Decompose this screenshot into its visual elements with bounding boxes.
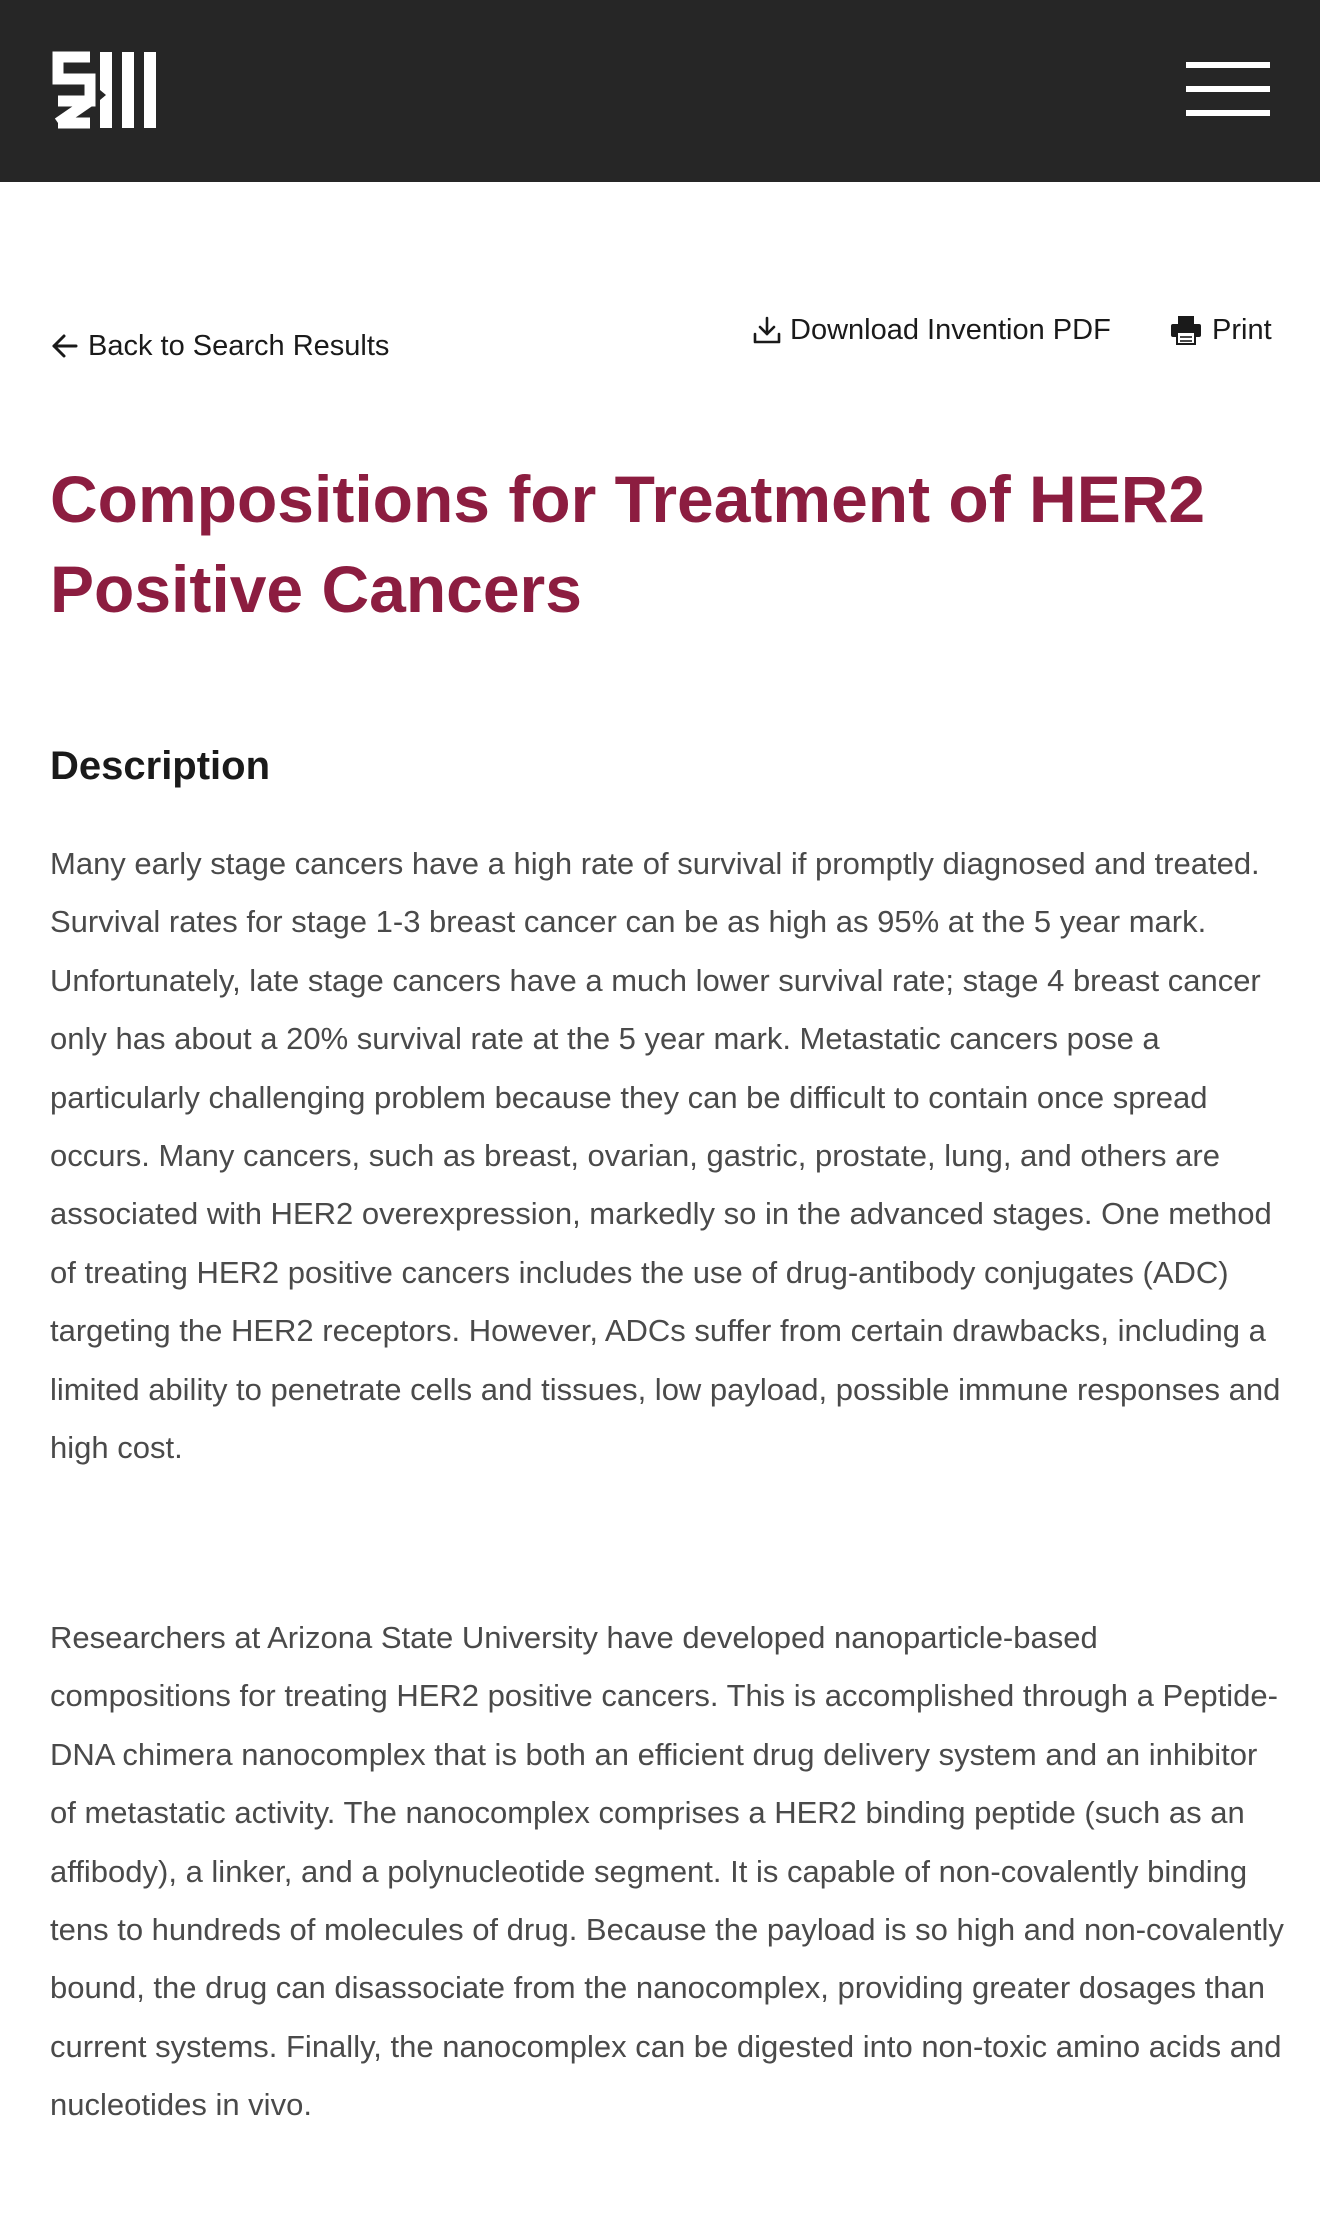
hamburger-menu-icon (1186, 62, 1270, 68)
print-link-label: Print (1212, 313, 1272, 346)
description-paragraph: Researchers at Arizona State University have developed nanoparticle-based compositions for treating HER2 positive cancers. This is accomplished through a Peptide-DNA chimera nanocomplex that is both an efficient drug delivery system and an inhibitor of metastatic activity. The nanocomplex comprises a HER2 binding peptide (such as an affibody), a linker, and a polynucleotide segment. It is capable of non-covalently binding tens to hundreds of molecules of drug. Because the payload is so high and non-covalently bound, the drug can disassociate from the nanocomplex, providing greater dosages than current systems. Finally, the nanocomplex can be digested into non-toxic amino acids and nucleotides in vivo. (50, 1620, 1284, 2123)
print-link[interactable] (1170, 310, 1272, 350)
hamburger-menu-button[interactable] (1186, 62, 1270, 116)
download-icon (752, 315, 782, 345)
back-to-search-link[interactable] (50, 326, 389, 366)
back-link-label: Back to Search Results (88, 329, 390, 362)
printer-icon (1170, 315, 1202, 345)
site-logo[interactable] (50, 50, 160, 130)
site-header (0, 0, 1320, 182)
description-heading: Description (50, 744, 271, 788)
menu-line (1186, 86, 1270, 92)
menu-line (1186, 110, 1270, 116)
arrow-left-icon (50, 331, 80, 361)
asu-skysong-logo-icon (50, 50, 160, 130)
download-pdf-link[interactable] (752, 310, 1111, 350)
description-paragraph: Many early stage cancers have a high rate of survival if promptly diagnosed and treated. Survival rates for stage 1-3 breast cancer can be as high as 95% at the 5 year mark. Unfortunately, late stage cancers have a much lower survival rate; stage 4 breast cancer only has about a 20% survival rate at the 5 year mark. Metastatic cancers pose a particularly challenging problem because they can be difficult to contain once spread occurs. Many cancers, such as breast, ovarian, gastric, prostate, lung, and others are associated with HER2 overexpression, markedly so in the advanced stages. One method of treating HER2 positive cancers includes the use of drug-antibody conjugates (ADC) targeting the HER2 receptors. However, ADCs suffer from certain drawbacks, including a limited ability to penetrate cells and tissues, low payload, possible immune responses and high cost. (50, 846, 1281, 1466)
download-link-label: Download Invention PDF (790, 313, 1111, 346)
page-title: Compositions for Treatment of HER2 Positive Cancers (50, 462, 1206, 626)
